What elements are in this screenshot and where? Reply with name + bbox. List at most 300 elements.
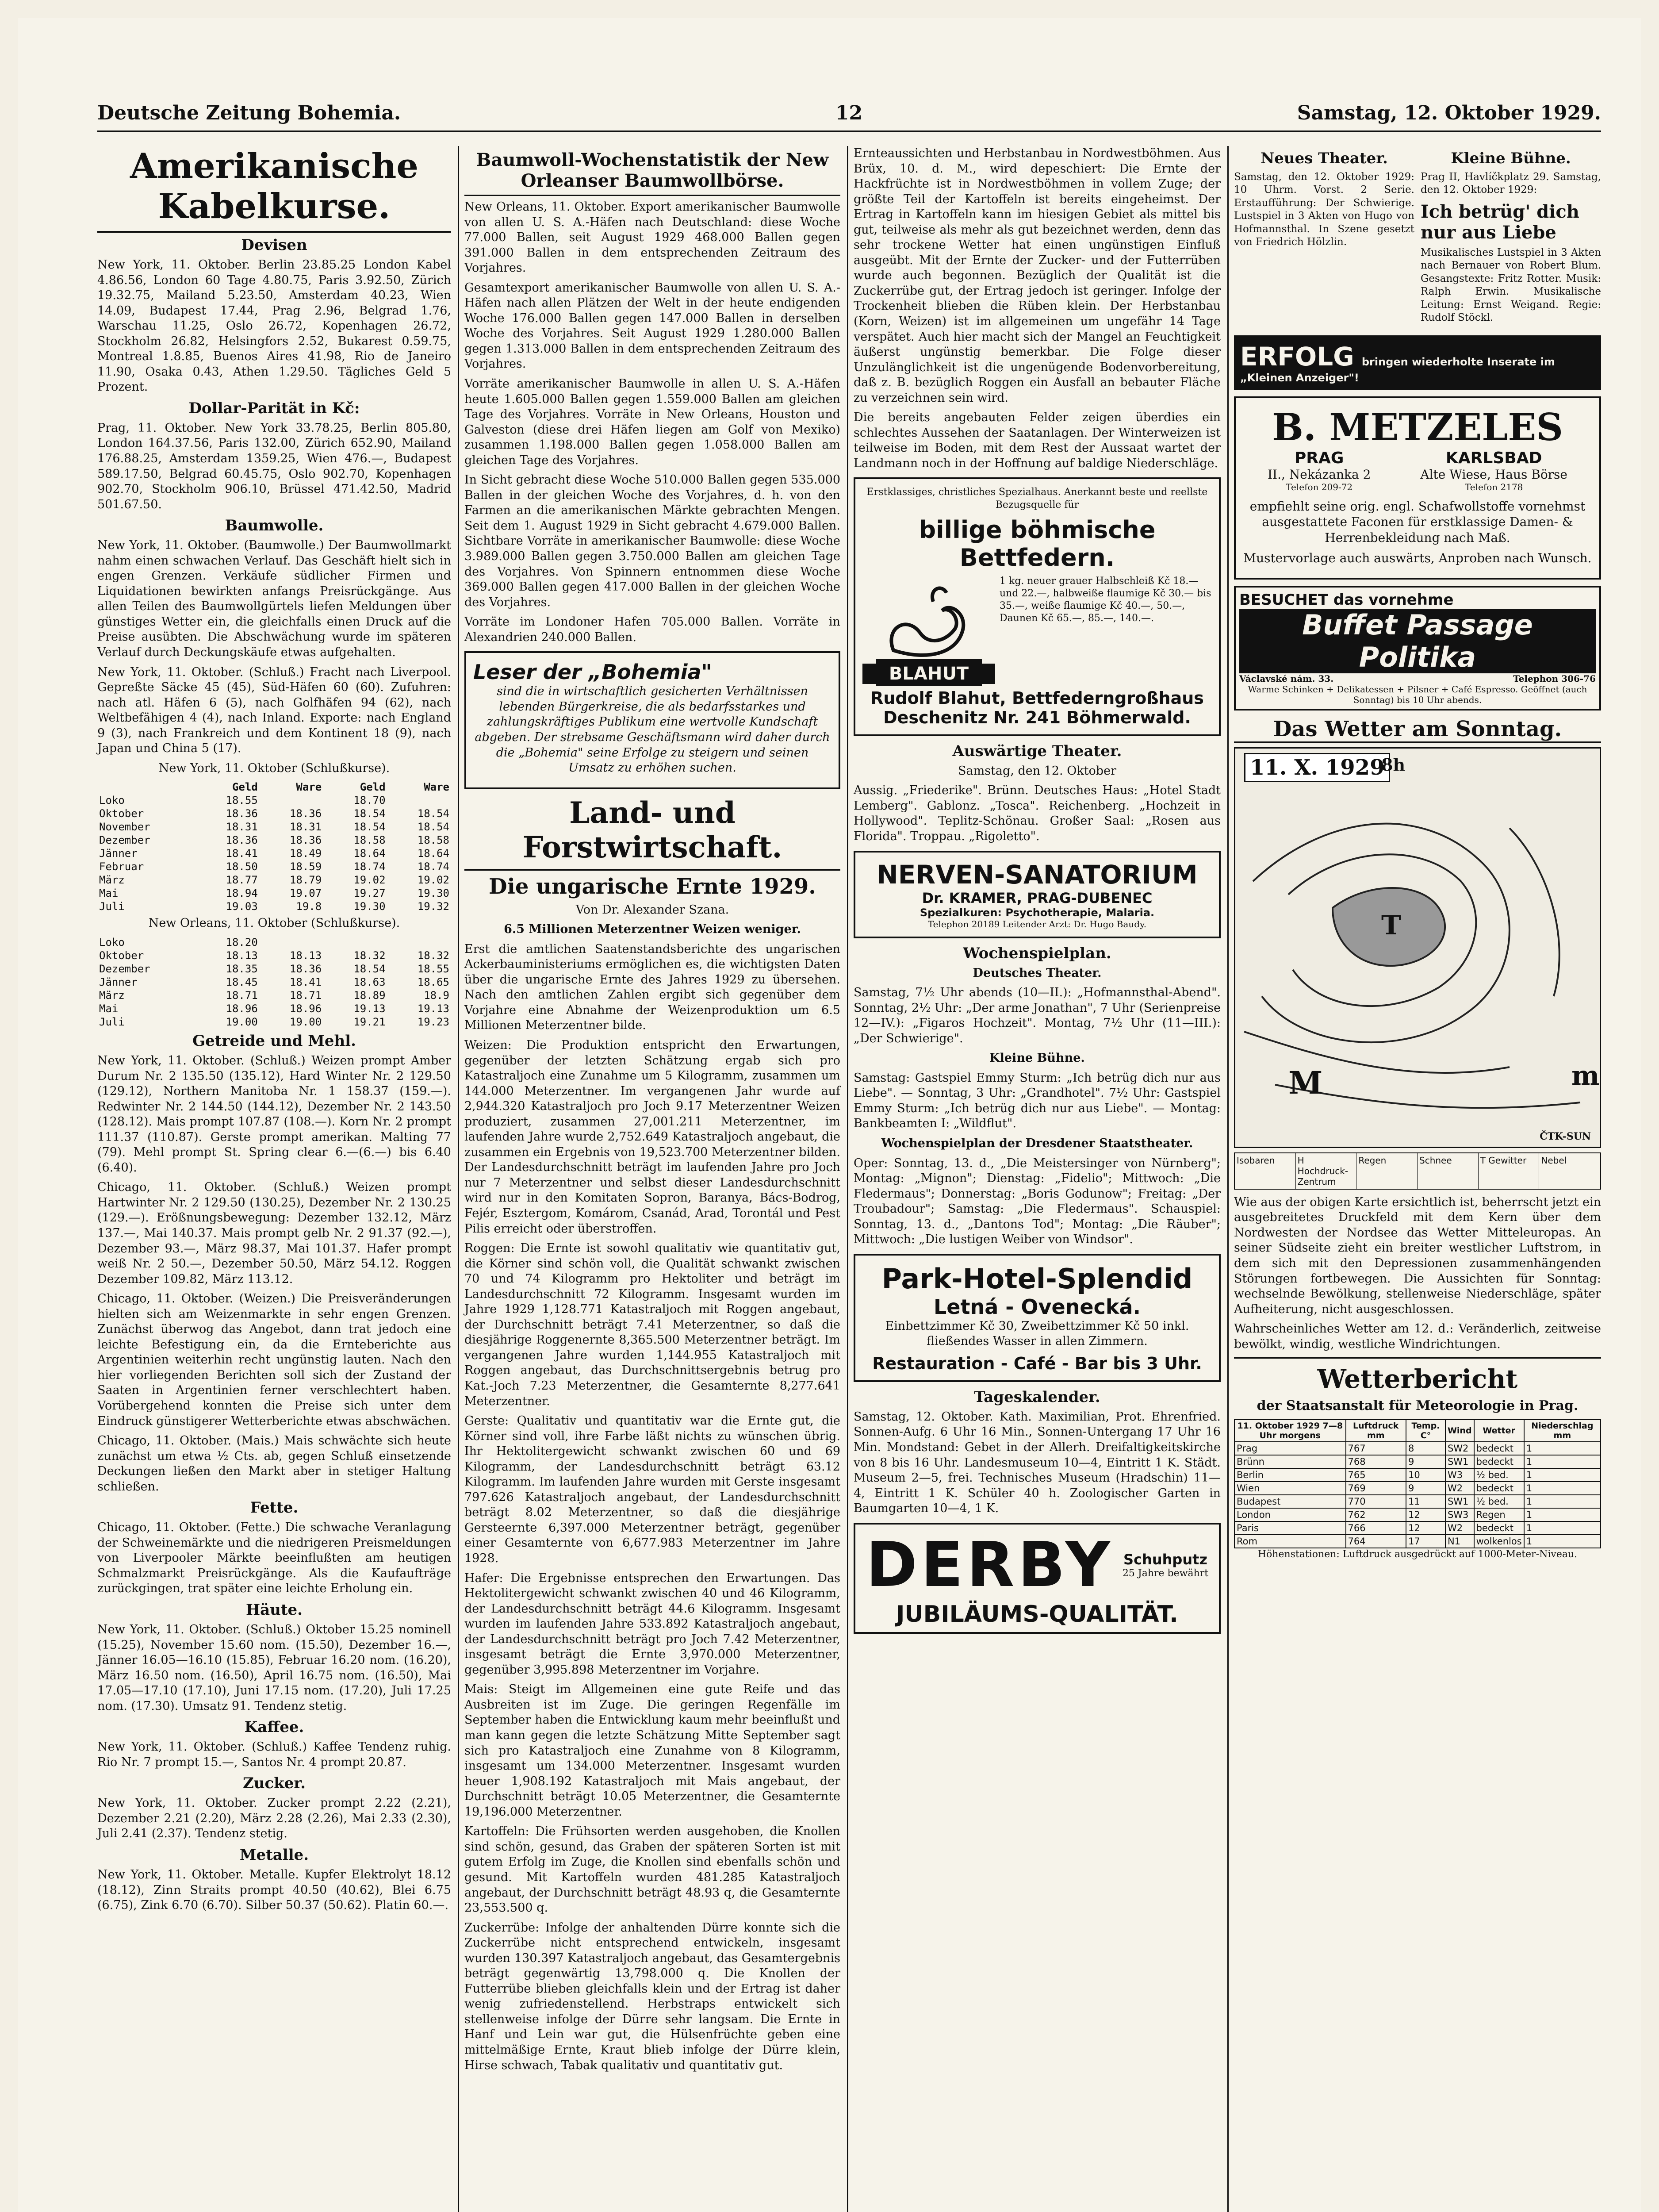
article-paragraph: In Sicht gebracht diese Woche 510.000 Ballen gegen 535.000 Ballen in der gleichen Woche des Vorjahres, d. h. von den Farmen an die amerikanischen Märkte gebrachten Mengen. Seit dem 1. August 1929 in Sicht gebracht 4.679.000 Ballen. Sichtbare Vorräte in amerikanischer Baumwolle: diese Woche 3.989.000 Ballen gegen 3.750.000 Ballen am gleichen Tage des Vorjahres. Von Spinnern entnommen diese Woche 369.000 Ballen gegen 417.000 Ballen in der gleichen Woche des Vorjahres. — [464, 473, 840, 609]
table-cell: 18.54 — [353, 962, 386, 975]
ad-phone: Telefon 2178 — [1464, 481, 1523, 492]
table-row — [97, 794, 451, 807]
table-header-cell: Geld — [360, 781, 386, 794]
buffet-passage-ad — [1234, 586, 1601, 710]
table-cell: Budapest — [1234, 1495, 1346, 1508]
table-cell: 18.74 — [353, 860, 386, 873]
table-header-row — [97, 780, 451, 794]
weather-forecast: Wahrscheinliches Wetter am 12. d.: Veränderlich, zeitweise bewölkt, windig, westliche Windrichtungen. — [1234, 1322, 1601, 1351]
subheading: Kleine Bühne. — [1451, 150, 1571, 167]
table-cell: Wien — [1234, 1482, 1346, 1495]
header-left: Deutsche Zeitung Bohemia. — [97, 101, 401, 124]
table-cell: SW2 — [1445, 1442, 1474, 1455]
table-cell: 18.54 — [353, 821, 386, 833]
table-cell: Juli — [99, 1015, 125, 1028]
table-cell: bedeckt — [1474, 1482, 1524, 1495]
weather-map — [1234, 747, 1601, 1148]
table-cell: 18.96 — [289, 1002, 322, 1015]
table-cell: Loko — [99, 794, 125, 807]
map-date: 11. X. 1929 — [1244, 753, 1390, 782]
ad-title: B. METZELES — [1272, 405, 1563, 449]
article-paragraph: Weizen: Die Produktion entspricht den Erwartungen, gegenüber der letzten Schätzung ergab sich pro Katastraljoch eine Zunahme um 5 Kilogramm, zusammen um 144.000 Meterzentner. Im vergangenen Jahr wurde auf 2,944.320 Katastraljoch pro Joch 9.17 Meterzentner Weizen produziert, zusammen 27,001.211 Meterzentner, im laufenden Jahre wurde 2,752.649 Katastraljoch angebaut, die zusammen ein Ergebnis von 19,523.700 Meterzentner bilden. Der Landesdurchschnitt beträgt im laufenden Jahre pro Joch nur 7 Meterzentner und selbst dieser Landesdurchschnitt wird nur in den Komitaten Sopron, Baranya, Bács-Bodrog, Fejér, Esztergom, Komárom, Csanád, Arad, Torontál und Pest Pilis erreicht oder überstroffen. — [464, 1038, 840, 1236]
column-1 — [97, 146, 451, 2212]
byline: Von Dr. Alexander Szana. — [575, 902, 729, 917]
ad-city: PRAG — [1294, 449, 1344, 467]
table-row — [97, 936, 451, 949]
table-row — [97, 900, 451, 913]
subheading: Deutsches Theater. — [973, 966, 1102, 980]
article-paragraph: Erst die amtlichen Saatenstandsberichte des ungarischen Ackerbauministeriums ermöglichen es, die wichtigsten Daten über die ungarische Ernte des Jahres 1929 zu übersehen. Nach den amtlichen Zahlen ergibt sich gegenüber dem Vorjahre eine Abnahme der Weizenproduktion um 6.5 Millionen Meterzentner bilde. — [464, 942, 840, 1033]
table-cell: 18.54 — [417, 821, 449, 833]
table-header-row — [1234, 1420, 1601, 1442]
article-paragraph: Chicago, 11. Oktober. (Mais.) Mais schwächte sich heute zunächst um etwa ½ Cts. ab, gegen Schluß einsetzende Deckungen ließen den Markt aber in stetiger Haltung schließen. — [97, 1434, 451, 1494]
ad-address: Alte Wiese, Haus Börse — [1420, 467, 1567, 482]
table-cell: W2 — [1445, 1482, 1474, 1495]
legend-item: H Hochdruck-Zentrum — [1296, 1153, 1357, 1189]
table-cell: 18.36 — [289, 807, 322, 820]
table-cell: Loko — [99, 936, 125, 949]
subheading: Dollar-Parität in Kč: — [188, 399, 360, 417]
ad-footer: Rudolf Blahut, Bettfederngroßhaus Deschenitz Nr. 241 Böhmerwald. — [870, 688, 1204, 727]
table-row — [97, 847, 451, 860]
table-note: Höhenstationen: Luftdruck ausgedrückt auf 1000-Meter-Niveau. — [1257, 1548, 1578, 1560]
table-cell: 768 — [1346, 1455, 1406, 1468]
table-cell: 1 — [1524, 1495, 1601, 1508]
swan-logo — [862, 575, 995, 684]
ad-title: DERBY — [866, 1528, 1114, 1601]
table-cell: Berlin — [1234, 1468, 1346, 1482]
article-paragraph: Chicago, 11. Oktober. (Fette.) Die schwache Veranlagung der Schweinemärkte und die niedrigeren Preismeldungen von Liverpooler Märkte beeinflußten am heutigen Schmalzmarkt Preisrückgänge. Als die Kaufaufträge zurückgingen, trat später eine leichte Erholung ein. — [97, 1521, 451, 1596]
table-cell: 18.64 — [417, 847, 449, 860]
article-paragraph: Zuckerrübe: Infolge der anhaltenden Dürre konnte sich die Zuckerrübe nicht entsprechend entwickeln, insgesamt wurden 130.397 Katastraljoch angebaut, das Gesamtergebnis beträgt gegenwärtig 13,798.000 q. Die Knollen der Futterrübe blieben gleichfalls klein und der Ertrag ist daher wenig zufriedenstellend. Herbstraps entwickelt sich stellenweise infolge der Dürre sehr langsam. Die Ernte in Hanf und Lein war gut, die Hülsenfrüchte geben eine mittelmäßige Ernte, Kraut blieb infolge der Dürre klein, Hirse schwach, Tabak qualitativ und quantitativ gut. — [464, 1920, 840, 2072]
table-caption: New York, 11. Oktober (Schlußkurse). — [158, 761, 390, 775]
ad-title: Buffet Passage Politika — [1239, 609, 1596, 673]
play-title: Ich betrüg' dich nur aus Liebe — [1421, 201, 1579, 243]
table-cell: 1 — [1524, 1442, 1601, 1455]
ad-text: sind die in wirtschaftlich gesicherten Verhältnissen lebenden Bürgerkreise, die als bedarfsstarkes und zahlungskräftiges Publikum eine wertvolle Kundschaft abgeben. Der strebsame Geschäftsmann wird daher durch die „Bohemia" seine Erfolge zu steigern und seinen Umsatz zu erhöhen suchen. — [475, 684, 830, 775]
table-cell — [387, 794, 451, 807]
table-cell: 1 — [1524, 1455, 1601, 1468]
ad-title: Park-Hotel-Splendid — [881, 1262, 1193, 1295]
table-cell: bedeckt — [1474, 1521, 1524, 1535]
ad-footer: Restauration - Café - Bar bis 3 Uhr. — [872, 1353, 1202, 1373]
table-cell: Oktober — [99, 807, 144, 820]
ad-sub: Letná - Ovenecká. — [933, 1294, 1141, 1319]
table-cell: Jänner — [99, 975, 138, 988]
table-row — [97, 873, 451, 887]
metzeles-ad — [1234, 396, 1601, 580]
table-cell: 1 — [1524, 1535, 1601, 1548]
subheading: Neues Theater. — [1261, 150, 1388, 167]
header-date: Samstag, 12. Oktober 1929. — [1297, 101, 1601, 124]
table-cell — [260, 794, 323, 807]
ad-city: KARLSBAD — [1445, 449, 1542, 467]
article-paragraph: Prag II, Havlíčkplatz 29. Samstag, den 12. Oktober 1929: — [1421, 171, 1601, 196]
subheading: Häute. — [245, 1601, 303, 1619]
table-cell: N1 — [1445, 1535, 1474, 1548]
table-cell: 17 — [1406, 1535, 1445, 1548]
table-cell: 18.55 — [417, 962, 449, 975]
table-cell: SW3 — [1445, 1508, 1474, 1521]
article-paragraph: Gerste: Qualitativ und quantitativ war die Ernte gut, die Körner sind voll, ihre Farbe läßt nichts zu wünschen übrig. Ihr Hektolitergewicht schwankt zwischen 60 und 69 Kilogramm, der Landesdurchschnitt beträgt 63.12 Kilogramm. Im laufenden Jahre wurden mit Gerste insgesamt 797.626 Katastraljoch angebaut, der Landesdurchschnitt beträgt 8.02 Meterzentner, so daß die diesjährige Gersteernte 6,397.000 Meterzentner beträgt, gegenüber einer Gesamternte von 6,677.983 Meterzentner im Jahre 1928. — [464, 1414, 840, 1566]
ad-small: Telephon 20189 Leitender Arzt: Dr. Hugo Baudy. — [927, 918, 1147, 929]
table-cell: 18.32 — [353, 949, 386, 962]
table-cell: 18.36 — [226, 807, 258, 820]
table-row — [97, 949, 451, 962]
table-cell: Brünn — [1234, 1455, 1346, 1468]
section-title: Amerikanische Kabelkurse. — [97, 146, 451, 233]
table-cell: ½ bed. — [1474, 1495, 1524, 1508]
table-cell: bedeckt — [1474, 1455, 1524, 1468]
ad-text: empfiehlt seine orig. engl. Schafwollstoffe vornehmst ausgestattete Faconen für erstklassige Damen- & Herrenbekleidung nach Maß. — [1249, 499, 1586, 545]
column-2 — [464, 146, 840, 2212]
isobar-lines — [1235, 749, 1601, 1147]
table-row — [1234, 1508, 1601, 1521]
table-cell: Rom — [1234, 1535, 1346, 1548]
article-paragraph: Hafer: Die Ergebnisse entsprechen den Erwartungen. Das Hektolitergewicht schwankt zwischen 40 und 46 Kilogramm, der Landesdurchschnitt beträgt 44.6 Kilogramm. Insgesamt wurden im laufenden Jahre 533.892 Katastraljoch angebaut, der Landesdurchschnitt beträgt pro Joch 7.42 Meterzentner, insgesamt beträgt die Ernte 3,970.000 Meterzentner, gegenüber 3,995.898 Meterzentner im Vorjahre. — [464, 1571, 840, 1677]
table-row — [97, 820, 451, 833]
ad-brand: BLAHUT — [862, 664, 995, 684]
table-cell: 1 — [1524, 1468, 1601, 1482]
table-cell: 18.54 — [353, 807, 386, 820]
table-cell: 18.94 — [226, 887, 258, 900]
subheading: Zucker. — [242, 1774, 306, 1793]
table-cell: 10 — [1406, 1468, 1445, 1482]
ad-title: Leser der „Bohemia" — [473, 660, 712, 684]
table-cell: 19.00 — [289, 1015, 322, 1028]
column-rule — [458, 146, 459, 2212]
table-cell: 18.96 — [226, 1002, 258, 1015]
ad-line: Spezialkuren: Psychotherapie, Malaria. — [920, 906, 1155, 919]
table-row — [1234, 1495, 1601, 1508]
table-cell: Juli — [99, 900, 125, 913]
table-cell: Paris — [1234, 1521, 1346, 1535]
table-header-cell — [97, 780, 195, 794]
table-cell: 18.35 — [226, 962, 258, 975]
table-cell: 8 — [1406, 1442, 1445, 1455]
subheading: Metalle. — [239, 1846, 309, 1864]
svg-text:T: T — [1381, 910, 1401, 941]
table-cell: 18.79 — [289, 874, 322, 887]
table-cell: Prag — [1234, 1442, 1346, 1455]
table-cell: 769 — [1346, 1482, 1406, 1495]
table-cell: SW1 — [1445, 1495, 1474, 1508]
article-paragraph: Prag, 11. Oktober. New York 33.78.25, Berlin 805.80, London 164.37.56, Paris 132.00, Zürich 652.90, Mailand 176.88.25, Amsterdam 1359.25, Wien 476.—, Budapest 589.17.50, Belgrad 60.45.75, Oslo 902.70, Kopenhagen 902.70, Stockholm 906.10, Brüssel 471.42.50, Madrid 501.67.50. — [97, 421, 451, 511]
table-header-cell: Temp. C° — [1406, 1420, 1445, 1442]
table-row — [97, 1015, 451, 1029]
weather-text: Wie aus der obigen Karte ersichtlich ist, beherrscht jetzt ein ausgebreitetes Druckfeld mit dem Kern über dem Nordwesten der Nordsee das Wetter Mitteleuropas. An seiner Südseite zieht ein breiter westlicher Luftstrom, in dem sich mit den Depressionen zusammenhängenden Störungen fortbewegen. Die Aussichten für Sonntag: wechselnde Bewölkung, stellenweise Niederschläge, später Aufheiterung, nicht ausgeschlossen. — [1234, 1195, 1601, 1316]
table-cell: 19.30 — [417, 887, 449, 900]
table-cell: 767 — [1346, 1442, 1406, 1455]
subheading: Kaffee. — [244, 1718, 304, 1736]
table-cell: 18.41 — [226, 847, 258, 860]
table-cell: SW1 — [1445, 1455, 1474, 1468]
derby-ad — [854, 1523, 1221, 1634]
table-cell: W3 — [1445, 1468, 1474, 1482]
svg-text:m: m — [1571, 1060, 1600, 1091]
table-cell: 18.70 — [353, 794, 386, 807]
map-legend — [1234, 1152, 1601, 1190]
ad-address: Václavské nám. 33. — [1239, 673, 1334, 684]
article-paragraph: Gesamtexport amerikanischer Baumwolle von allen U. S. A.-Häfen nach allen Plätzen der Welt in der heute endigenden Woche 176.000 Ballen gegen 147.000 Ballen in derselben Woche des Vorjahres. Seit August 1929 1.280.000 Ballen gegen 1.313.000 Ballen in dem entsprechenden Zeitraum des Vorjahres. — [464, 280, 840, 371]
table-cell: 18.36 — [289, 834, 322, 847]
table-cell: Mai — [99, 1002, 119, 1015]
table-cell: Oktober — [99, 949, 144, 962]
article-paragraph: Musikalisches Lustspiel in 3 Akten nach Bernauer von Robert Blum. Gesangstexte: Fritz Rotter. Musik: Ralph Erwin. Musikalische Leitung: Ernst Weigand. Regie: Rudolf Stöckl. — [1421, 246, 1601, 324]
table-cell: 1 — [1524, 1521, 1601, 1535]
table-cell: 19.00 — [226, 1015, 258, 1028]
table-row — [97, 1002, 451, 1015]
table-cell: Februar — [99, 860, 144, 873]
ad-pre: BESUCHET das vornehme — [1239, 591, 1454, 609]
table-cell: 18.20 — [226, 936, 258, 949]
table-row — [97, 860, 451, 873]
table-cell: 19.23 — [417, 1015, 449, 1028]
article-paragraph: Die bereits angebauten Felder zeigen überdies ein schlechtes Aussehen der Saatanlagen. Der Winterweizen ist teilweise im Boden, mit dem Rest der Aussaat wartet der Landmann noch in der Hoffnung auf baldige Niederschläge. — [854, 411, 1221, 470]
subheading: Kleine Bühne. — [989, 1051, 1085, 1065]
legend-item: Isobaren — [1235, 1153, 1296, 1189]
table-cell: 11 — [1406, 1495, 1445, 1508]
article-paragraph: Samstag: Gastspiel Emmy Sturm: „Ich betrüg dich nur aus Liebe". — Sonntag, 3 Uhr: „Grandhotel". 7½ Uhr: Gastspiel Emmy Sturm: „Ich betrüg dich nur aus Liebe". — Montag: Bankbeamten I: „Wildflut". — [854, 1071, 1221, 1131]
table-cell — [260, 936, 323, 949]
ad-top: Erstklassiges, christliches Spezialhaus. Anerkannt beste und reellste Bezugsquelle für — [866, 487, 1208, 511]
svg-text:M: M — [1288, 1064, 1323, 1101]
article-paragraph: Aussig. „Friederike". Brünn. Deutsches Haus: „Hotel Stadt Lemberg". Gablonz. „Tosca". Reichenberg. „Hochzeit in Hollywood". Teplitz-Schönau. Großer Saal: „Rosen aus Florida". Troppau. „Rigoletto". — [854, 783, 1221, 843]
table-cell: 18.54 — [417, 807, 449, 820]
article-title: Die ungarische Ernte 1929. — [489, 874, 816, 899]
cotton-table-neworleans — [97, 936, 451, 1029]
article-paragraph: New York, 11. Oktober. (Schluß.) Kaffee Tendenz ruhig. Rio Nr. 7 prompt 15.—, Santos Nr. 4 prompt 20.87. — [97, 1740, 451, 1769]
table-header-cell: Geld — [232, 781, 258, 794]
article-paragraph: New York, 11. Oktober. Metalle. Kupfer Elektrolyt 18.12 (18.12), Zinn Straits prompt 40.50 (40.62), Blei 6.75 (6.75), Zink 6.70 (6.70). Silber 50.37 (50.62). Platin 60.—. — [97, 1868, 451, 1912]
blahut-ad — [854, 477, 1221, 736]
article-paragraph: New York, 11. Oktober. Berlin 23.85.25 London Kabel 4.86.56, London 60 Tage 4.80.75, Paris 3.92.50, Zürich 19.32.75, Mailand 5.23.50, Amsterdam 40.23, Wien 14.09, Budapest 17.44, Prag 2.96, Belgrad 1.76, Warschau 11.25, Oslo 26.72, Kopenhagen 26.72, Stockholm 26.82, Helsingfors 2.52, Bukarest 0.59.75, Montreal 1.8.85, Buenos Aires 41.98, Rio de Janeiro 11.90, Osaka 0.43, Athen 1.29.50. Tägliches Geld 5 Prozent. — [97, 258, 451, 394]
table-header-cell: Luftdruck mm — [1346, 1420, 1406, 1442]
ad-title: billige böhmische Bettfedern. — [919, 515, 1156, 572]
table-cell: 770 — [1346, 1495, 1406, 1508]
table-cell: 1 — [1524, 1508, 1601, 1521]
table-cell: 18.31 — [226, 821, 258, 833]
table-cell: 19.21 — [353, 1015, 386, 1028]
table-cell: 18.32 — [417, 949, 449, 962]
table-row — [1234, 1482, 1601, 1495]
article-paragraph: New York, 11. Oktober. (Schluß.) Weizen prompt Amber Durum Nr. 2 135.50 (135.12), Hard Winter Nr. 2 129.50 (129.12), Northern Manitoba Nr. 1 158.37 (159.—). Redwinter Nr. 2 144.50 (144.12), Dezember Nr. 2 143.50 (128.12). Mais prompt 107.87 (108.—). Korn Nr. 2 prompt 111.37 (110.87). Gerste prompt amerikan. Malting 77 (79). Mehl prompt St. Spring clear 6.—(6.—) bis 6.40 (6.40). — [97, 1053, 451, 1175]
column-3 — [854, 146, 1221, 2212]
table-cell: 18.55 — [226, 794, 258, 807]
table-cell: 18.36 — [289, 962, 322, 975]
report-subtitle: der Staatsanstalt für Meteorologie in Prag. — [1257, 1398, 1579, 1414]
article-paragraph: New York, 11. Oktober. (Baumwolle.) Der Baumwollmarkt nahm einen schwachen Verlauf. Das Geschäft hielt sich in engen Grenzen. Verkäufe südlicher Firmen und Liquidationen bewirkten anfangs Preisrückgänge. Aus allen Teilen des Baumwollgürtels liefen Meldungen über günstiges Wetter ein, die gleichfalls einen Druck auf die Preise ausübten. Die Abschwächung wurde im späteren Verlauf durch Deckungskäufe etwas aufgehalten. — [97, 538, 451, 660]
ad-address: II., Nekázanka 2 — [1267, 467, 1371, 482]
subheading: Devisen — [241, 236, 307, 254]
table-cell: 18.71 — [226, 989, 258, 1002]
table-cell: 18.45 — [226, 975, 258, 988]
subheading: Getreide und Mehl. — [192, 1032, 356, 1050]
article-paragraph: Chicago, 11. Oktober. (Weizen.) Die Preisveränderungen hielten sich am Weizenmarkte in sehr engen Grenzen. Zunächst überwog das Angebot, dann trat jedoch eine leichte Befestigung ein, da die Ernteberichte aus Argentinien weiterhin recht ungünstig lauten. Nach den hier vorliegenden Berichten soll sich der Zustand der Saaten in Argentinien ferner verschlechtert haben. Vorübergehend konnten die Preise sich unter dem Eindruck günstigerer Wetterberichte etwas abschwächen. — [97, 1292, 451, 1428]
table-cell: 18.64 — [353, 847, 386, 860]
table-cell: 9 — [1406, 1482, 1445, 1495]
table-cell: 765 — [1346, 1468, 1406, 1482]
table-cell: 18.31 — [289, 821, 322, 833]
erfolg-ad — [1234, 335, 1601, 390]
table-row — [97, 807, 451, 820]
bohemia-ad — [464, 651, 840, 789]
article-paragraph: New Orleans, 11. Oktober. Export amerikanischer Baumwolle von allen U. S. A.-Häfen nach Deutschland: diese Woche 77.000 Ballen, seit August 1929 468.000 Ballen gegen 391.000 Ballen in dem entsprechenden Zeitraum des Vorjahres. — [464, 200, 840, 275]
article-paragraph: Mais: Steigt im Allgemeinen eine gute Reife und das Ausbreiten ist im Zuge. Die geringen Regenfälle im September haben die Entwicklung kaum mehr beeinflußt und man kann gegen die letzte Schätzung Mitte September sagt sich pro Katastraljoch eine Zunahme von 8 Kilogramm, insgesamt um 134.000 Meterzentner. Insgesamt wurden heuer 1,908.192 Katastraljoch mit Mais angebaut, der Durchschnitt beträgt 10.05 Meterzentner, die Gesamternte 19,196.000 Meterzentner. — [464, 1682, 840, 1819]
table-cell: Regen — [1474, 1508, 1524, 1521]
table-cell: 762 — [1346, 1508, 1406, 1521]
article-paragraph: Kartoffeln: Die Frühsorten werden ausgehoben, die Knollen sind schön, gesund, das Graben der späteren Sorten ist mit gutem Erfolg im Zuge, die Knollen sind ebenfalls schön und gesund. Mit Kartoffeln wurden 481.285 Katastraljoch angebaut, der Durchschnitt beträgt 48.93 q, die Gesamternte 23,553.500 q. — [464, 1824, 840, 1915]
subheading: Baumwolle. — [225, 517, 324, 535]
report-title: Wetterbericht — [1317, 1364, 1518, 1394]
article-paragraph: Ernteaussichten und Herbstanbau in Nordwestböhmen. Aus Brüx, 10. d. M., wird depeschiert: Die Ernte der Hackfrüchte ist in Nordwestböhmen in vollem Zuge; der größte Teil der Kartoffeln ist bereits eingeheimst. Der Ertrag in Kartoffeln kann im hiesigen Gebiet als mittel bis gut, teilweise als mehr als gut bezeichnet werden, denn das sehr trockene Wetter hat einen ungünstigen Einfluß ausgeübt. Mit der Ernte der Zucker- und der Futterrüben wurde auch begonnen. Bezüglich der Qualität ist die Zuckerrübe gut, der Ertrag jedoch ist geringer. Infolge der Trockenheit blieben die Rüben klein. Der Herbstanbau (Korn, Weizen) ist im allgemeinen um ungefähr 14 Tage verspätet. Auch hier macht sich der Mangel an Feuchtigkeit äußerst ungünstig bemerkbar. Die Folge dieser Unzulänglichkeit ist die ungenügende Bodenvorbereitung, daß z. B. bezüglich Roggen ein Ausfall an bebauter Fläche zu verzeichnen sein wird. — [854, 146, 1221, 405]
ad-footer: JUBILÄUMS-QUALITÄT. — [896, 1601, 1178, 1628]
subheading: Wochenspielplan der Dresdener Staatstheater. — [881, 1137, 1193, 1150]
ad-title: NERVEN-SANATORIUM — [877, 859, 1198, 890]
table-cell: 19.02 — [417, 874, 449, 887]
article-paragraph: Roggen: Die Ernte ist sowohl qualitativ wie quantitativ gut, die Körner sind schön voll, die Qualität schwankt zwischen 70 und 74 Kilogramm pro Hektoliter und beträgt im Landesdurchschnitt 72 Kilogramm. Insgesamt wurden im Jahre 1929 1,128.771 Katastraljoch mit Roggen angebaut, der Durchschnitt beträgt 7.41 Meterzentner, so daß die diesjährige Roggenernte 8,365.500 Meterzentner beträgt. Im vergangenen Jahre wurden 1,144.955 Katastraljoch mit Roggen angebaut, das Durchschnittsergebnis betrug pro Kat.-Joch 7.23 Meterzentner, die Gesamternte 8,277.641 Meterzentner. — [464, 1241, 840, 1408]
subheading: Auswärtige Theater. — [952, 742, 1122, 760]
column-4 — [1234, 146, 1601, 2212]
table-cell: 19.02 — [353, 874, 386, 887]
table-cell: W2 — [1445, 1521, 1474, 1535]
table-header-cell: Ware — [296, 781, 322, 794]
table-caption: New Orleans, 11. Oktober (Schlußkurse). — [148, 916, 400, 930]
table-cell: 18.41 — [289, 975, 322, 988]
table-cell — [387, 936, 451, 949]
table-cell: 1 — [1524, 1482, 1601, 1495]
table-cell: März — [99, 874, 125, 887]
ad-title: ERFOLG — [1240, 341, 1354, 372]
table-header-cell: Niederschlag mm — [1524, 1420, 1601, 1442]
table-cell: 19.13 — [417, 1002, 449, 1015]
column-rule — [847, 146, 848, 2212]
subheading: Wochenspielplan. — [963, 944, 1111, 962]
table-cell: 18.71 — [289, 989, 322, 1002]
table-row — [1234, 1468, 1601, 1482]
park-hotel-ad — [854, 1254, 1221, 1382]
table-row — [97, 887, 451, 900]
table-cell: 18.13 — [226, 949, 258, 962]
table-row — [1234, 1535, 1601, 1548]
legend-item: Regen — [1356, 1153, 1418, 1189]
table-cell: März — [99, 989, 125, 1002]
table-cell: 12 — [1406, 1521, 1445, 1535]
table-cell: wolkenlos — [1474, 1535, 1524, 1548]
ad-text: Warme Schinken + Delikatessen + Pilsner + Café Espresso. Geöffnet (auch Sonntag) bis 10 Uhr abends. — [1248, 684, 1587, 705]
subheading: Fette. — [250, 1499, 299, 1517]
table-row — [97, 962, 451, 975]
article-title: Baumwoll-Wochenstatistik der New Orleanser Baumwollbörse. — [464, 150, 840, 196]
table-cell: 19.13 — [353, 1002, 386, 1015]
sanatorium-ad — [854, 851, 1221, 938]
ad-name: Dr. KRAMER, PRAG-DUBENEC — [922, 889, 1153, 906]
ad-sub: Schuhputz — [1123, 1551, 1208, 1568]
table-cell: 18.89 — [353, 989, 386, 1002]
map-hour: 8h — [1381, 754, 1406, 775]
ad-prices: 1 kg. neuer grauer Halbschleiß Kč 18.— und 22.—, halbweiße flaumige Kč 30.— bis 35.—, weiße flaumige Kč 40.—, 50.—, Daunen Kč 65.—, 85.—, 140.—. — [1000, 575, 1211, 624]
legend-item: Nebel — [1539, 1153, 1600, 1189]
article-paragraph: Chicago, 11. Oktober. (Schluß.) Weizen prompt Hartwinter Nr. 2 129.50 (130.25), Dezember Nr. 2 130.25 (129.—). Erößnungsbewegung: Dezember 132.12, März 137.—, Mai 140.37. Mais prompt gelb Nr. 2 91.37 (92.—), Dezember 93.—, März 98.37, Mai 101.37. Hafer prompt weiß Nr. 2 50.—, Dezember 50.50, März 54.12. Roggen Dezember 109.82, März 113.12. — [97, 1180, 451, 1286]
table-cell: London — [1234, 1508, 1346, 1521]
table-cell: Dezember — [99, 962, 150, 975]
table-header-cell: Wetter — [1474, 1420, 1524, 1442]
table-cell: 18.59 — [289, 860, 322, 873]
table-cell: 18.13 — [289, 949, 322, 962]
newspaper-page — [18, 18, 1641, 2212]
table-row — [97, 989, 451, 1002]
subheading: Tageskalender. — [974, 1388, 1100, 1406]
table-cell: 18.36 — [226, 834, 258, 847]
table-cell: 18.9 — [424, 989, 449, 1002]
legend-item: Schnee — [1418, 1153, 1479, 1189]
ad-phone: Telephon 306-76 — [1513, 673, 1596, 684]
column-rule — [1227, 146, 1229, 2212]
table-header-cell: 11. Oktober 1929 7—8 Uhr morgens — [1234, 1420, 1346, 1442]
ad-footer: Mustervorlage auch auswärts, Anproben nach Wunsch. — [1243, 550, 1592, 565]
map-credit: ČTK-SUN — [1540, 1130, 1591, 1142]
ad-phone: Telefon 209-72 — [1286, 481, 1353, 492]
date-line: Samstag, den 12. Oktober — [958, 764, 1116, 778]
article-paragraph: New York, 11. Oktober. Zucker prompt 2.22 (2.21), Dezember 2.21 (2.20), März 2.28 (2.26), Mai 2.33 (2.30), Juli 2.41 (2.37). Tendenz stetig. — [97, 1796, 451, 1841]
table-cell: 19.27 — [353, 887, 386, 900]
table-cell: 18.65 — [417, 975, 449, 988]
table-cell: 19.07 — [289, 887, 322, 900]
table-cell: ½ bed. — [1474, 1468, 1524, 1482]
table-cell: 18.58 — [417, 834, 449, 847]
article-paragraph: Samstag, den 12. Oktober 1929: 10 Uhrm. Vorst. 2 Serie. Erstaufführung: Der Schwierige. Lustspiel in 3 Akten von Hugo von Hofmannsthal. In Szene gesetzt von Friedrich Hölzlin. — [1234, 171, 1414, 248]
ad-small: 25 Jahre bewährt — [1122, 1567, 1209, 1579]
table-cell: 19.03 — [226, 900, 258, 913]
table-cell: Jänner — [99, 847, 138, 860]
table-cell: 19.30 — [353, 900, 386, 913]
table-cell: 764 — [1346, 1535, 1406, 1548]
table-cell: 18.58 — [353, 834, 386, 847]
article-paragraph: New York, 11. Oktober. (Schluß.) Oktober 15.25 nominell (15.25), November 15.60 nom. (15.50), Dezember 16.—, Jänner 16.05—16.10 (15.85), Februar 16.20 nom. (16.20), März 16.50 nom. (16.50), April 16.75 nom. (16.50), Mai 17.05—17.10 (17.10), Juni 17.15 nom. (17.20), Juli 17.25 nom. (17.30). Umsatz 91. Tendenz stetig. — [97, 1623, 451, 1713]
table-cell: 18.74 — [417, 860, 449, 873]
ad-text: bringen wiederholte Inserate im „Kleinen Anzeiger"! — [1240, 355, 1555, 384]
article-paragraph: Samstag, 7½ Uhr abends (10—II.): „Hofmannsthal-Abend". Sonntag, 2½ Uhr: „Der arme Jonathan", 7 Uhr (Serienpreise 12—IV.): „Figaros Hochzeit". Montag, 7½ Uhr (11—III.): „Der Schwierige". — [854, 986, 1221, 1045]
article-paragraph: Vorräte amerikanischer Baumwolle in allen U. S. A.-Häfen heute 1.605.000 Ballen gegen 1.559.000 Ballen am gleichen Tage des Vorjahres. Vorräte in New Orleans, Houston und Galveston (diese drei Häfen liegen am Golf von Mexiko) zusammen 1.198.000 Ballen gegen 1.058.000 Ballen am gleichen Tage des Vorjahres. — [464, 377, 840, 467]
table-cell: 18.63 — [353, 975, 386, 988]
table-cell: 766 — [1346, 1521, 1406, 1535]
table-row — [1234, 1455, 1601, 1468]
table-cell: 12 — [1406, 1508, 1445, 1521]
table-cell: November — [99, 821, 150, 833]
cotton-table-newyork — [97, 780, 451, 913]
article-paragraph: Samstag, 12. Oktober. Kath. Maximilian, Prot. Ehrenfried. Sonnen-Aufg. 6 Uhr 16 Min., Sonnen-Untergang 17 Uhr 16 Min. Mondstand: Gebet in der Allerh. Dreifaltigkeitskirche von 8 bis 16 Uhr. Landesmuseum 10—4, Eintritt 1 K. Städt. Museum 2—5, frei. Technisches Museum (Hradschin) 11—4, Eintritt 1 K. Schüler 40 h. Zoologischer Garten in Baumgarten 10—4, 1 K. — [854, 1409, 1221, 1516]
weather-title: Das Wetter am Sonntag. — [1234, 717, 1601, 743]
legend-item: T Gewitter — [1479, 1153, 1540, 1189]
article-paragraph: Oper: Sonntag, 13. d., „Die Meistersinger von Nürnberg"; Montag: „Mignon"; Dienstag: „Fidelio"; Mittwoch: „Die Fledermaus"; Donnerstag: „Boris Godunow"; Freitag: „Der Troubadour"; Samstag: „Die Fledermaus". Schauspiel: Sonntag, 13. d., „Dantons Tod"; Montag: „Die Räuber"; Mittwoch: „Die lustigen Weiber von Windsor". — [854, 1156, 1221, 1247]
table-cell: Mai — [99, 887, 119, 900]
table-cell — [323, 936, 387, 949]
table-cell: bedeckt — [1474, 1442, 1524, 1455]
lead: 6.5 Millionen Meterzentner Weizen weniger. — [504, 922, 801, 937]
page-header — [97, 95, 1601, 132]
table-cell: 19.32 — [417, 900, 449, 913]
weather-table — [1234, 1419, 1601, 1548]
table-cell: 19.8 — [296, 900, 322, 913]
neues-theater-block — [1234, 146, 1414, 329]
article-paragraph: New York, 11. Oktober. (Schluß.) Fracht nach Liverpool. Gepreßte Säcke 45 (45), Süd-Häfen 60 (60). Zufuhren: nach atl. Häfen 6 (5), nach Golfhäfen 94 (62), nach Weltbefähigen 4 (4), nach Inland. Exporte: nach England 9 (3), nach Frankreich und dem Kontinent 18 (9), nach Japan und China 5 (17). — [97, 665, 451, 756]
table-row — [1234, 1442, 1601, 1455]
ad-text: Einbettzimmer Kč 30, Zweibettzimmer Kč 50 inkl. fließendes Wasser in allen Zimmern. — [885, 1319, 1189, 1348]
article-paragraph: Vorräte im Londoner Hafen 705.000 Ballen. Vorräte in Alexandrien 240.000 Ballen. — [464, 615, 840, 644]
section-title: Land- und Forstwirtschaft. — [464, 795, 840, 871]
page-number: 12 — [835, 101, 863, 124]
table-row — [97, 833, 451, 847]
